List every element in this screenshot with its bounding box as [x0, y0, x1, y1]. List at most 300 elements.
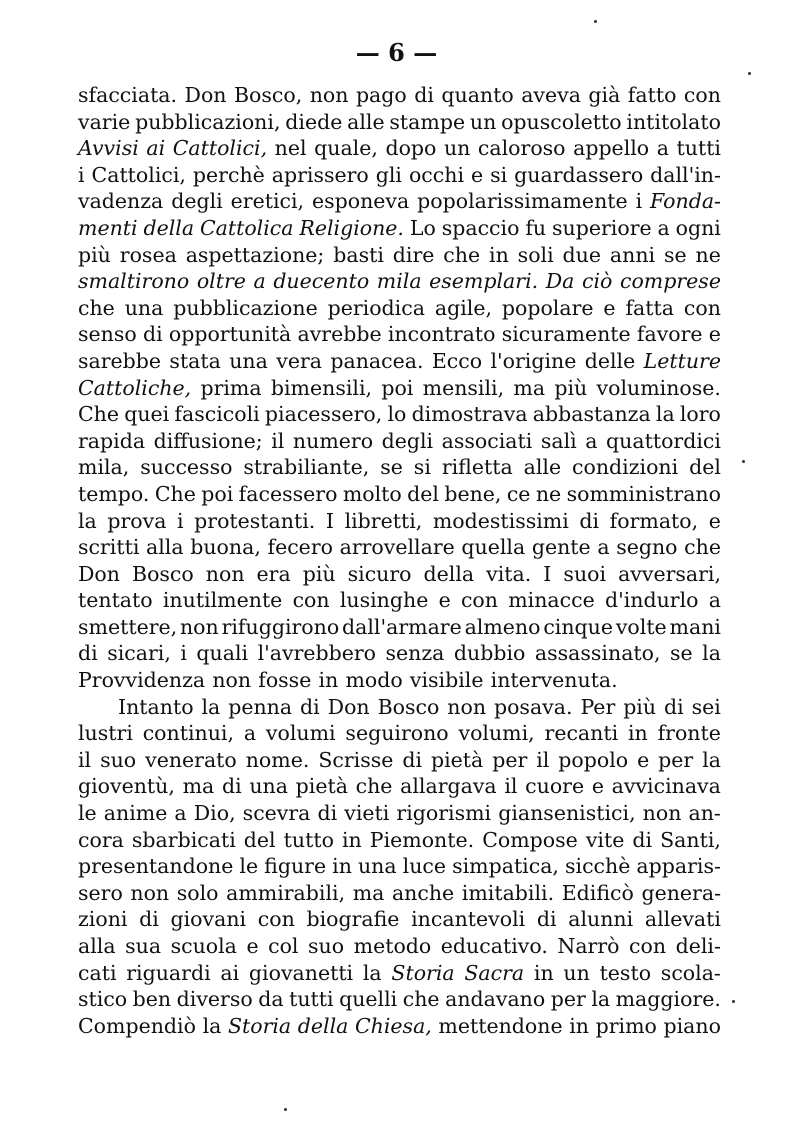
italic-word: Chiesa, — [354, 1013, 432, 1038]
word: avrebbe — [297, 322, 382, 347]
word: Edificò — [561, 880, 634, 905]
word: e — [637, 747, 650, 772]
word: Che — [78, 402, 120, 427]
word: Per — [580, 694, 616, 719]
italic-word: Cattolici, — [172, 136, 268, 161]
text-line — [78, 321, 721, 348]
word: rifuggirono — [221, 614, 340, 639]
word: ammirabili, — [226, 880, 346, 905]
word: superiore — [552, 215, 652, 240]
word: incontrato — [387, 322, 496, 347]
word: testo — [599, 960, 652, 985]
word: della — [423, 561, 475, 586]
word: pubblicazioni, — [135, 109, 281, 134]
word: anni — [609, 242, 656, 267]
word: I — [543, 561, 552, 586]
word: molto — [342, 481, 402, 506]
text-line — [78, 773, 721, 800]
word: il — [504, 774, 518, 799]
word: Provvidenza — [78, 668, 206, 693]
word: inutilmente — [162, 588, 283, 613]
italic-word: comprese — [619, 269, 721, 294]
word: luce — [402, 854, 447, 879]
word: alle — [347, 109, 385, 134]
word: con — [683, 83, 721, 107]
word: sarebbe — [78, 348, 162, 373]
word: e — [708, 322, 721, 347]
word: voluminose. — [596, 375, 721, 400]
word: in — [627, 721, 648, 746]
word: educativo. — [440, 934, 548, 958]
word: quella — [461, 535, 526, 560]
word: un — [469, 109, 497, 134]
word: appello — [573, 136, 650, 161]
text-line — [78, 135, 721, 162]
word: la — [702, 641, 721, 666]
word: Compendiò — [78, 1013, 196, 1038]
word: visibile — [409, 668, 484, 693]
word: allevati — [644, 907, 721, 932]
word: figure — [264, 854, 327, 879]
word: di — [317, 801, 338, 826]
word: senza — [385, 641, 445, 666]
word: a — [708, 588, 721, 613]
word: di — [402, 747, 423, 772]
word: popolarissimamente — [417, 189, 628, 214]
word: e — [603, 295, 616, 320]
word: Intanto — [118, 694, 194, 719]
word: maggiore. — [615, 987, 721, 1012]
text-line — [78, 215, 721, 242]
word: Compose — [482, 827, 578, 852]
word: in — [489, 242, 509, 267]
word: occhi — [408, 162, 465, 187]
italic-word: ai — [146, 136, 166, 161]
word: ogni — [675, 215, 721, 240]
text-line — [78, 853, 721, 880]
word: libretti, — [344, 508, 423, 533]
word: aveva — [521, 83, 581, 107]
word: alle — [523, 455, 562, 480]
text-line — [78, 667, 721, 694]
word: gente — [531, 535, 591, 560]
word: due — [562, 242, 602, 267]
word: fatta — [625, 295, 674, 320]
word: di — [221, 774, 242, 799]
word: pietà — [295, 774, 348, 799]
italic-word: ciò — [582, 269, 613, 294]
word: non — [179, 614, 219, 639]
scan-speck — [732, 1000, 735, 1003]
text-line — [78, 880, 721, 907]
word: rosea — [119, 242, 177, 267]
word: non — [642, 801, 682, 826]
word: condizioni — [572, 455, 679, 480]
word: e — [471, 162, 484, 187]
word: di — [139, 907, 159, 932]
italic-word: Cattoliche, — [78, 375, 192, 400]
word: un — [443, 136, 471, 161]
word: prima — [200, 375, 262, 400]
word: ne — [535, 481, 562, 506]
word: esponeva — [311, 189, 410, 214]
italic-word: Sacra — [464, 960, 525, 985]
word: pietà — [430, 747, 484, 772]
word: vite — [585, 827, 625, 852]
word: tempo. — [78, 481, 150, 506]
word: venerato — [145, 747, 237, 772]
word: popolare — [501, 295, 594, 320]
word: le — [78, 801, 97, 826]
word: genera- — [641, 880, 721, 905]
word: aspettazione; — [185, 242, 325, 267]
word: modo — [345, 668, 403, 693]
word: una — [249, 774, 288, 799]
word: fascicoli — [174, 402, 260, 427]
word: fu — [525, 215, 547, 240]
word: dall'armare — [342, 614, 462, 639]
word: più — [623, 694, 657, 719]
word: con — [257, 907, 295, 932]
word: mila, — [78, 455, 130, 480]
word: presentandone — [78, 854, 234, 879]
word: Don — [184, 83, 227, 107]
word: assassinato, — [534, 641, 661, 666]
word: salì — [540, 428, 577, 453]
word: a — [174, 801, 187, 826]
word: già — [588, 83, 621, 107]
word: favore — [636, 322, 703, 347]
word: Cattolici, — [91, 162, 186, 187]
italic-word: Storia — [391, 960, 455, 985]
word: cati — [78, 960, 117, 985]
word: degli — [171, 189, 223, 214]
word: Che — [154, 481, 196, 506]
word: si — [413, 455, 431, 480]
word: vadenza — [78, 189, 164, 214]
word: fecero — [267, 535, 333, 560]
word: minacce — [508, 588, 595, 613]
word: di — [142, 322, 163, 347]
word: lo — [387, 402, 407, 427]
italic-word: a — [253, 269, 266, 294]
word: aprissero — [271, 162, 369, 187]
text-line — [78, 640, 721, 667]
word: in — [533, 960, 554, 985]
word: a — [243, 721, 257, 746]
word: a — [597, 535, 610, 560]
word: era — [256, 561, 291, 586]
word: che — [443, 242, 481, 267]
word: successo — [140, 455, 233, 480]
word: biografie — [306, 907, 400, 932]
word: degli — [381, 428, 434, 453]
word: ma — [182, 774, 215, 799]
word: simpatica, — [452, 854, 559, 879]
italic-word: duecento — [273, 269, 370, 294]
body-text — [78, 82, 721, 1039]
word: intervenuta. — [490, 668, 618, 693]
text-line — [78, 1013, 721, 1040]
word: non — [447, 694, 487, 719]
word: bimensili, — [270, 375, 373, 400]
text-line — [78, 960, 721, 987]
word: vera — [276, 348, 322, 373]
italic-word: Fonda- — [650, 189, 721, 214]
word: continui, — [142, 721, 235, 746]
word: sicchè — [565, 854, 631, 879]
word: ne — [695, 242, 721, 267]
word: di — [664, 694, 684, 719]
word: che — [355, 774, 393, 799]
word: protestanti. — [194, 508, 316, 533]
word: modestissimi — [432, 508, 569, 533]
word: se — [380, 455, 403, 480]
word: di — [536, 907, 557, 932]
scan-speck — [594, 20, 597, 23]
word: quanto — [441, 83, 514, 107]
word: strabiliante, — [243, 455, 370, 480]
word: in — [318, 668, 339, 693]
word: soli — [517, 242, 554, 267]
word: allargava — [400, 774, 497, 799]
word: di — [414, 83, 434, 107]
word: mensili, — [422, 375, 505, 400]
word: dire — [392, 242, 435, 267]
word: caloroso — [477, 136, 566, 161]
word: la — [202, 1013, 222, 1038]
word: Don — [327, 694, 370, 719]
word: più — [78, 242, 111, 267]
text-line — [78, 454, 721, 481]
italic-word: smaltirono — [78, 269, 190, 294]
word: quattordici — [606, 428, 721, 453]
word: dall'in- — [650, 162, 721, 187]
word: posava. — [493, 694, 573, 719]
text-line — [78, 481, 721, 508]
word: Bosco, — [233, 83, 303, 107]
word: rigorismi — [396, 801, 492, 826]
word: basti — [333, 242, 384, 267]
word: sua — [125, 934, 162, 958]
word: suoi — [563, 561, 607, 586]
word: delle — [584, 348, 636, 373]
text-line — [78, 162, 721, 189]
italic-word: Religione. — [299, 215, 404, 240]
word: opuscoletto — [501, 109, 622, 134]
word: primo — [595, 1013, 657, 1038]
word: cinque — [543, 614, 614, 639]
word: diverso — [176, 987, 253, 1012]
word: stampe — [389, 109, 466, 134]
word: fronte — [657, 721, 721, 746]
word: Scrisse — [318, 747, 394, 772]
word: poi — [201, 481, 234, 506]
word: agile, — [434, 295, 492, 320]
word: deli- — [675, 934, 721, 958]
word: non — [130, 880, 170, 905]
word: ma — [513, 375, 546, 400]
word: gioventù, — [78, 774, 175, 799]
text-line — [78, 428, 721, 455]
word: volumi, — [458, 721, 535, 746]
word: perchè — [192, 162, 265, 187]
word: riguardi — [126, 960, 211, 985]
word: andavano — [445, 987, 546, 1012]
word: solo — [176, 880, 219, 905]
word: ben — [132, 987, 172, 1012]
word: vita. — [486, 561, 532, 586]
word: una — [124, 295, 164, 320]
word: fatto — [627, 83, 677, 107]
word: associati — [441, 428, 533, 453]
word: imitabili. — [461, 880, 555, 905]
word: e — [708, 508, 721, 533]
word: scola- — [660, 960, 721, 985]
word: avvicinava — [611, 774, 721, 799]
word: con — [629, 934, 667, 958]
italic-word: Avvisi — [78, 136, 139, 161]
word: in — [332, 854, 352, 879]
text-line — [78, 109, 721, 136]
word: eretici, — [230, 189, 305, 214]
word: una — [229, 348, 268, 373]
word: incantevoli — [411, 907, 526, 932]
text-line — [78, 561, 721, 588]
word: in — [569, 1013, 589, 1038]
word: lusinghe — [339, 588, 429, 613]
word: giansenistici, — [498, 801, 636, 826]
word: tentato — [78, 588, 153, 613]
word: Narrò — [557, 934, 620, 958]
italic-word: Da — [545, 269, 575, 294]
word: che — [684, 535, 721, 560]
word: di — [300, 694, 320, 719]
word: Bosco — [132, 561, 194, 586]
word: si — [490, 162, 508, 187]
word: arrovellare — [339, 535, 455, 560]
word: ma — [352, 880, 385, 905]
word: ai — [220, 960, 240, 985]
word: pago — [355, 83, 407, 107]
word: fosse — [258, 668, 312, 693]
word: giovani — [170, 907, 247, 932]
scan-speck — [748, 72, 751, 75]
word: sero — [78, 880, 123, 905]
word: se — [670, 641, 693, 666]
word: tutti — [289, 987, 334, 1012]
word: volumi — [265, 721, 336, 746]
italic-word: della — [297, 1013, 349, 1038]
word: la — [655, 402, 675, 427]
word: suo — [100, 747, 137, 772]
word: sicuro — [347, 561, 412, 586]
word: buona, — [190, 535, 261, 560]
text-line — [78, 906, 721, 933]
word: smettere, — [78, 614, 178, 639]
word: vieti — [344, 801, 390, 826]
word: sicari, — [107, 641, 171, 666]
word: la — [591, 987, 611, 1012]
word: piacessero, — [264, 402, 383, 427]
word: sei — [691, 694, 721, 719]
word: per — [658, 747, 694, 772]
word: formato, — [609, 508, 699, 533]
word: loro — [679, 402, 721, 427]
text-line — [78, 375, 721, 402]
word: con — [683, 295, 721, 320]
word: da — [258, 987, 284, 1012]
italic-word: Storia — [227, 1013, 292, 1038]
word: Lo — [409, 215, 436, 240]
word: Don — [78, 561, 120, 586]
word: di — [632, 827, 653, 852]
word: per — [492, 747, 528, 772]
scan-speck — [284, 1108, 287, 1111]
word: bene, — [444, 481, 502, 506]
word: spaccio — [441, 215, 520, 240]
text-line — [78, 720, 721, 747]
word: intitolato — [626, 109, 721, 134]
word: sfacciata. — [78, 83, 178, 107]
word: varie — [78, 109, 131, 134]
word: zioni — [78, 907, 128, 932]
word: a — [585, 428, 598, 453]
text-line — [78, 401, 721, 428]
text-line — [78, 242, 721, 269]
word: i — [177, 508, 184, 533]
word: gli — [375, 162, 402, 187]
word: popolo — [558, 747, 629, 772]
word: un — [563, 960, 590, 985]
word: con — [292, 588, 330, 613]
word: d'indurlo — [604, 588, 699, 613]
word: apparis- — [636, 854, 721, 879]
word: ce — [506, 481, 531, 506]
word: quei — [124, 402, 170, 427]
italic-word: menti — [78, 215, 138, 240]
text-line — [78, 800, 721, 827]
word: e — [591, 774, 604, 799]
text-line — [78, 348, 721, 375]
italic-word: Letture — [643, 348, 721, 373]
word: che — [78, 295, 115, 320]
word: mettendone — [438, 1013, 563, 1038]
word: somministrano — [566, 481, 721, 506]
word: Ecco — [431, 348, 483, 373]
word: e — [438, 588, 451, 613]
word: in — [341, 827, 362, 852]
word: del — [243, 827, 276, 852]
italic-word: oltre — [196, 269, 246, 294]
word: quale, — [314, 136, 378, 161]
word: periodica — [327, 295, 425, 320]
word: le — [239, 854, 259, 879]
word: più — [302, 561, 336, 586]
word: volte — [615, 614, 667, 639]
word: Bosco — [377, 694, 440, 719]
word: quelli — [339, 987, 398, 1012]
word: del — [407, 481, 439, 506]
word: metodo — [353, 934, 432, 958]
word: tutti — [676, 136, 721, 161]
word: scritti — [78, 535, 140, 560]
word: il — [78, 747, 92, 772]
word: mani — [669, 614, 721, 639]
word: una — [357, 854, 397, 879]
word: piano — [663, 1013, 721, 1038]
word: non — [212, 668, 252, 693]
